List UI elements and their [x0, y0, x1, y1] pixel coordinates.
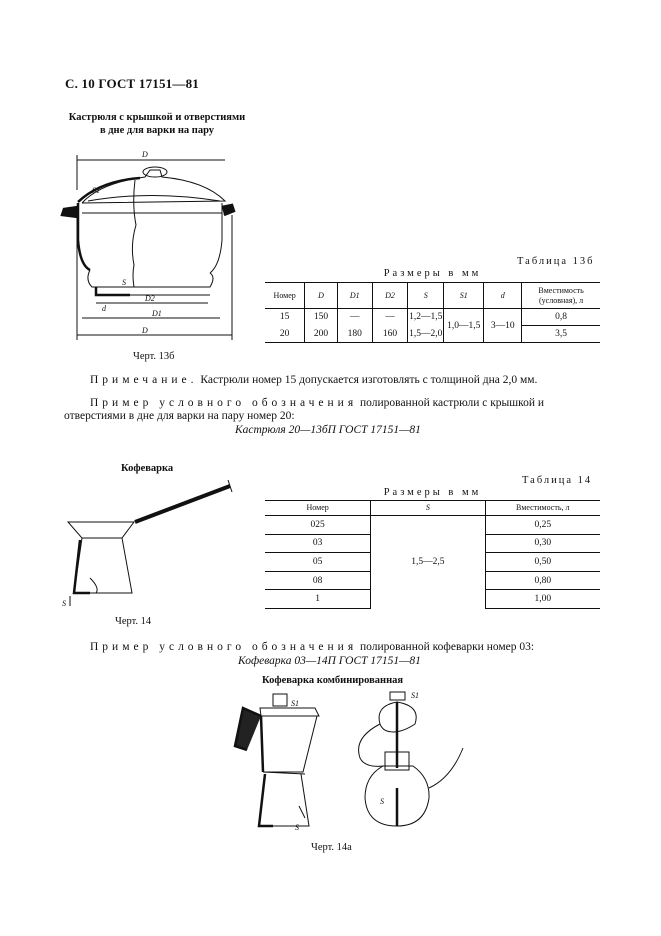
section-title-coffee-pot: Кофеварка — [121, 463, 174, 474]
table-row — [265, 309, 600, 326]
cell-s1-merged: 1,0—1,5 — [444, 309, 484, 343]
note-text: Кастрюли номер 15 допускается изготовлять с толщиной дна 2,0 мм. — [200, 374, 538, 386]
cell-d1: — — [337, 309, 372, 326]
label-s1-left: S1 — [291, 699, 299, 708]
th-d2: D2 — [372, 283, 407, 309]
moka-knob — [273, 694, 287, 706]
left-handle — [62, 207, 78, 217]
teapot-knob — [390, 692, 405, 700]
cell-s: 1,2—1,5 — [408, 309, 444, 326]
right-handle — [222, 205, 234, 215]
table-13b-label: Таблица 13б — [517, 256, 595, 267]
th-number: Номер — [265, 283, 305, 309]
example-1-text2: отверстиями в дне для варки на пару номер 20: — [64, 410, 295, 422]
teapot-handle — [359, 724, 383, 766]
th-s1: S1 — [444, 283, 484, 309]
pot-lower-body — [88, 270, 213, 287]
pot-drawing — [60, 145, 265, 355]
cell-d2: 160 — [372, 326, 407, 343]
label-d-bottom: D — [142, 326, 148, 335]
example-1-line1 — [90, 397, 600, 409]
cell-capacity: 3,5 — [522, 326, 600, 343]
example-1-designation: Кастрюля 20—13бП ГОСТ 17151—81 — [235, 424, 421, 436]
cell-number: 1 — [265, 590, 371, 609]
table-13b-subtitle: Размеры в мм — [383, 268, 482, 279]
th-s: S — [408, 283, 444, 309]
moka-lid — [260, 708, 319, 716]
label-s-right: S — [380, 797, 384, 806]
label-s: S — [122, 278, 126, 287]
table-header-row — [265, 283, 600, 309]
moka-break — [299, 806, 305, 818]
th-number: Номер — [265, 501, 371, 516]
section-title-line1: Кастрюля с крышкой и отверстиями — [68, 112, 246, 123]
example-2-spaced: Пример условного обозначения — [90, 641, 358, 653]
pot-bottom-section — [96, 287, 130, 295]
cell-d: 200 — [305, 326, 337, 343]
coffee-pot-drawing — [60, 478, 240, 613]
cell-capacity: 0,30 — [485, 534, 600, 553]
section-title-steamer-pot — [62, 111, 252, 137]
table-14 — [265, 500, 600, 609]
th-s: S — [371, 501, 485, 516]
cell-number: 08 — [265, 571, 371, 590]
cell-s: 1,5—2,0 — [408, 326, 444, 343]
note-paragraph — [90, 374, 537, 386]
label-s1-right: S1 — [411, 691, 419, 700]
cell-number: 15 — [279, 312, 290, 323]
label-s1: S1 — [92, 186, 100, 195]
table-row — [265, 516, 600, 535]
section-title-line2: в дне для варки на пару — [99, 125, 215, 136]
moka-upper-wall — [263, 716, 317, 772]
example-2-designation: Кофеварка 03—14П ГОСТ 17151—81 — [238, 655, 421, 667]
label-d1: D1 — [152, 309, 162, 318]
table-row — [265, 326, 600, 343]
cell-capacity: 0,25 — [485, 516, 600, 535]
table-14-label: Таблица 14 — [522, 475, 593, 486]
label-d-small: d — [102, 304, 106, 313]
moka-upper-wall-section — [261, 716, 263, 772]
th-d1: D1 — [337, 283, 372, 309]
cell-number: 20 — [265, 326, 305, 343]
cell-capacity: 0,50 — [485, 553, 600, 572]
cell-capacity: 0,80 — [485, 571, 600, 590]
label-s-left: S — [295, 823, 299, 832]
cell-d: 150 — [305, 309, 337, 326]
cell-capacity: 1,00 — [485, 590, 600, 609]
coffee-pot-handle — [135, 486, 230, 522]
cell-number: 025 — [265, 516, 371, 535]
page-header: С. 10 ГОСТ 17151—81 — [65, 76, 199, 91]
example-2-line1 — [90, 641, 534, 653]
table-header-row — [265, 501, 600, 516]
example-1-text1: полированной кастрюли с крышкой и — [360, 397, 545, 409]
th-capacity: Вместимость (условная), л — [522, 283, 600, 309]
teapot-spout — [429, 748, 463, 788]
cell-capacity: 0,8 — [522, 309, 600, 326]
moka-handle — [235, 708, 261, 750]
cell-d-small-merged: 3—10 — [484, 309, 522, 343]
section-break — [90, 578, 97, 593]
cell-number: 03 — [265, 534, 371, 553]
drawing-caption-13b: Черт. 13б — [133, 351, 175, 362]
moka-lower-body — [259, 774, 309, 826]
cell-s-merged: 1,5—2,5 — [371, 516, 485, 609]
lid-rim — [88, 196, 220, 202]
moka-lower-section — [259, 774, 273, 826]
cell-d1: 180 — [337, 326, 372, 343]
table-14-subtitle: Размеры в мм — [383, 487, 482, 498]
drawing-caption-14a: Черт. 14а — [311, 842, 352, 853]
label-s: S — [62, 599, 66, 608]
example-1-spaced: Пример условного обозначения — [90, 397, 358, 409]
example-2-text: полированной кофеварки номер 03: — [360, 641, 535, 653]
label-d2: D2 — [145, 294, 155, 303]
drawing-caption-14: Черт. 14 — [115, 616, 152, 627]
combined-coffee-pot-drawing — [225, 688, 495, 838]
cell-number: 05 — [265, 553, 371, 572]
table-13b — [265, 282, 600, 343]
th-d: D — [305, 283, 337, 309]
lid-knob — [143, 167, 167, 177]
coffee-pot-section — [74, 540, 90, 593]
th-capacity: Вместимость, л — [485, 501, 600, 516]
label-d: D — [142, 150, 148, 159]
th-d-small: d — [484, 283, 522, 309]
cell-d2: — — [372, 309, 407, 326]
note-label: Примечание. — [90, 374, 198, 386]
section-title-combined-coffee-pot: Кофеварка комбинированная — [262, 675, 404, 686]
